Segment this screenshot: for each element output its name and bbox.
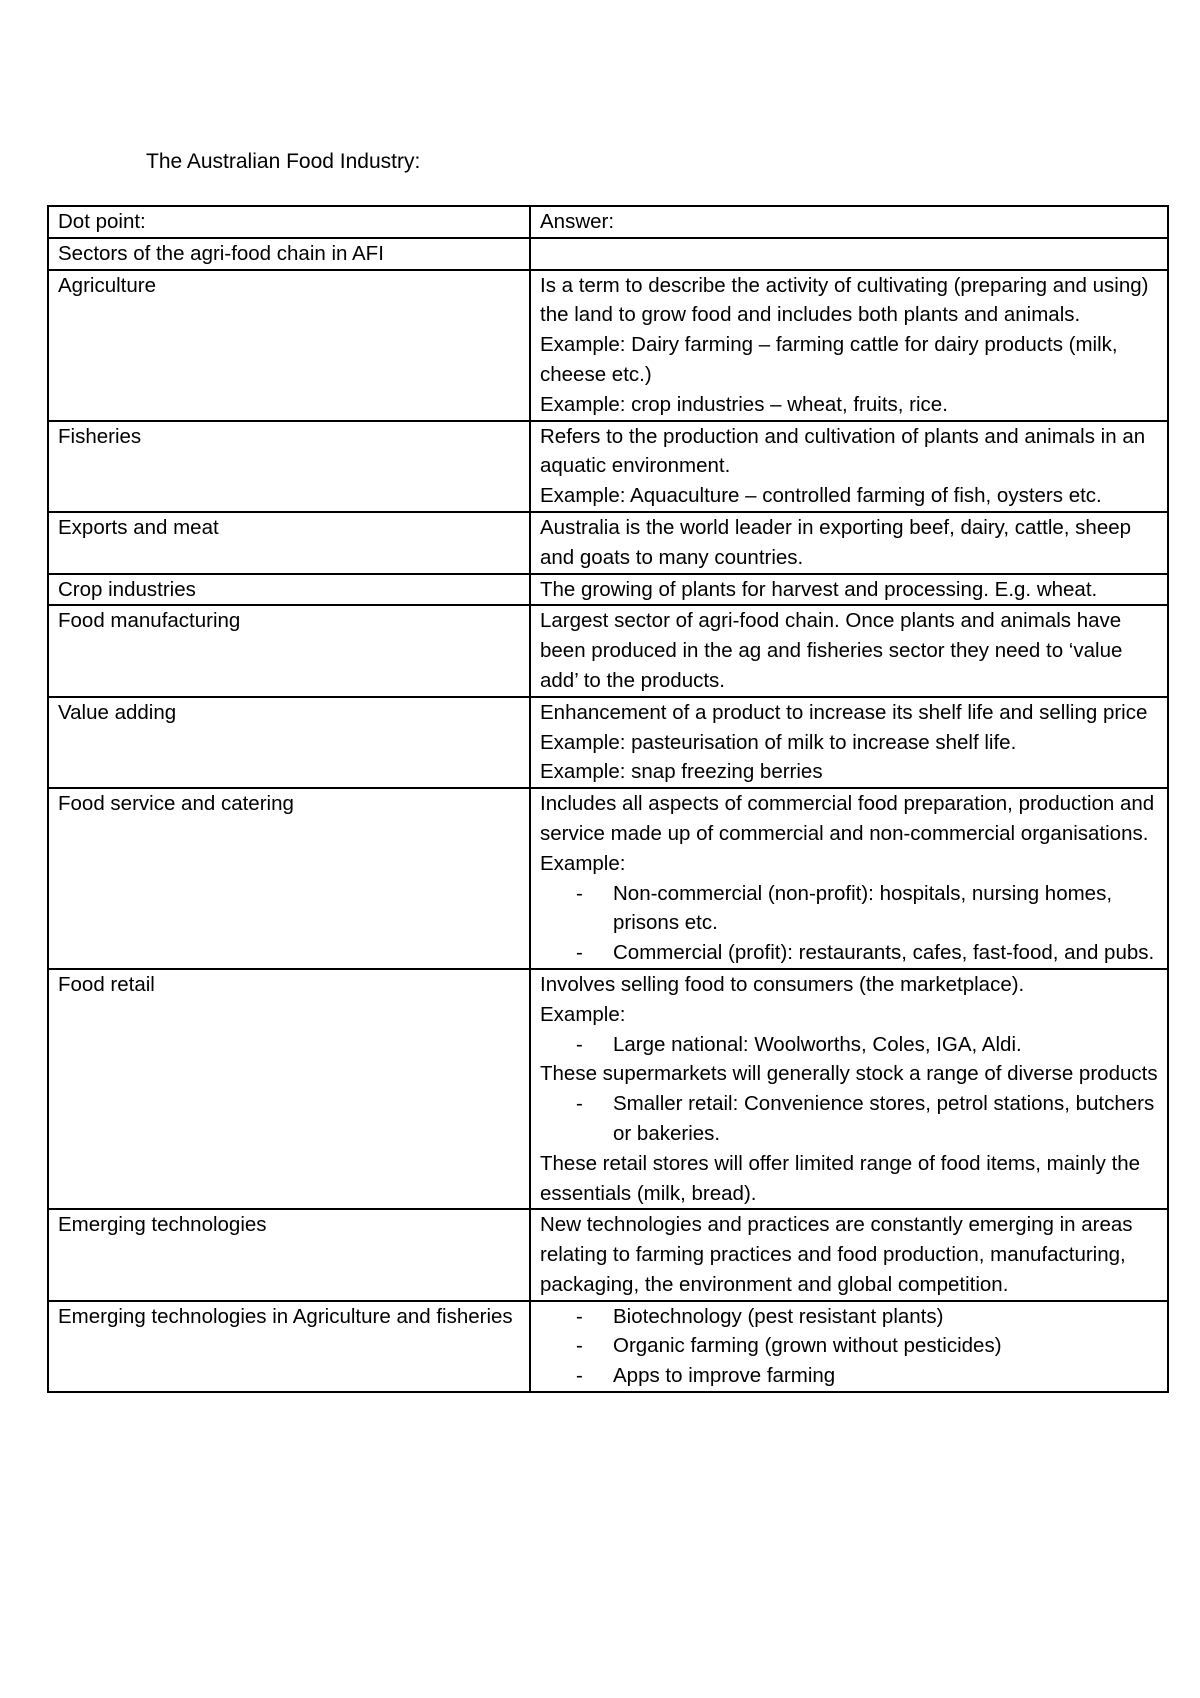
- table-row: [48, 1301, 1168, 1392]
- answer-paragraph: Refers to the production and cultivation of plants and animals in an aquatic environment.: [540, 424, 1146, 478]
- answer-cell: [530, 421, 1168, 512]
- table-row: [48, 605, 1168, 696]
- dot-point-cell: Food service and catering: [48, 788, 530, 969]
- answer-bullet-list: [540, 1089, 1158, 1149]
- bullet-item: - Commercial (profit): restaurants, cafes, fast-food, and pubs.: [540, 938, 1158, 968]
- dot-point-cell: Emerging technologies: [48, 1209, 530, 1300]
- dot-point-cell: Food retail: [48, 969, 530, 1209]
- bullet-item: - Organic farming (grown without pesticides): [540, 1331, 1158, 1361]
- table-row: [48, 512, 1168, 574]
- answer-cell: [530, 969, 1168, 1209]
- answer-paragraph: These supermarkets will generally stock a range of diverse products: [540, 1062, 1158, 1086]
- dot-point-cell: Emerging technologies in Agriculture and fisheries: [48, 1301, 530, 1392]
- dot-point-cell: Agriculture: [48, 270, 530, 421]
- answer-cell: [530, 1301, 1168, 1392]
- answer-paragraph: These retail stores will offer limited range of food items, mainly the essentials (milk, bread).: [540, 1151, 1141, 1205]
- answer-paragraph: Australia is the world leader in exporting beef, dairy, cattle, sheep and goats to many countries.: [540, 515, 1132, 569]
- answer-paragraph: New technologies and practices are constantly emerging in areas relating to farming practices and food production, manufacturing, packaging, the environment and global competition.: [540, 1213, 1133, 1296]
- answer-paragraph: Enhancement of a product to increase its shelf life and selling price: [540, 700, 1148, 724]
- answer-cell: [530, 605, 1168, 696]
- answer-paragraph: Example: pasteurisation of milk to increase shelf life.: [540, 730, 1017, 754]
- dot-point-cell: Value adding: [48, 697, 530, 788]
- answer-paragraph: Example:: [540, 851, 626, 875]
- answer-cell: [530, 512, 1168, 574]
- answer-paragraph: Example:: [540, 1002, 626, 1026]
- answer-paragraph: Example: Aquaculture – controlled farming of fish, oysters etc.: [540, 484, 1102, 508]
- answer-paragraph: Involves selling food to consumers (the marketplace).: [540, 972, 1025, 996]
- bullet-item: - Smaller retail: Convenience stores, petrol stations, butchers or bakeries.: [540, 1089, 1158, 1149]
- dot-point-cell: Exports and meat: [48, 512, 530, 574]
- dot-point-cell: Food manufacturing: [48, 605, 530, 696]
- bullet-item: - Apps to improve farming: [540, 1361, 1158, 1391]
- bullet-item: - Large national: Woolworths, Coles, IGA, Aldi.: [540, 1030, 1158, 1060]
- dot-point-cell: Crop industries: [48, 574, 530, 606]
- dot-point-cell: Fisheries: [48, 421, 530, 512]
- table-row: [48, 574, 1168, 606]
- table-row: [48, 788, 1168, 969]
- answer-paragraph: Includes all aspects of commercial food preparation, production and service made up of commercial and non-commercial organisations.: [540, 792, 1155, 845]
- header-dot-point: Dot point:: [48, 206, 530, 238]
- table-header-row: [48, 206, 1168, 238]
- bullet-item: - Non-commercial (non-profit): hospitals, nursing homes, prisons etc.: [540, 879, 1158, 939]
- header-answer: Answer:: [530, 206, 1168, 238]
- answer-cell: [530, 270, 1168, 421]
- answer-cell: [530, 697, 1168, 788]
- document-title: The Australian Food Industry:: [146, 150, 421, 173]
- answer-bullet-list: [540, 879, 1158, 968]
- table-row: [48, 969, 1168, 1209]
- notes-table: [47, 205, 1169, 1393]
- dot-point-cell: Sectors of the agri-food chain in AFI: [48, 238, 530, 270]
- table-row: [48, 238, 1168, 270]
- answer-paragraph: Example: crop industries – wheat, fruits, rice.: [540, 392, 948, 416]
- answer-bullet-list: [540, 1302, 1158, 1391]
- answer-paragraph: The growing of plants for harvest and processing. E.g. wheat.: [540, 577, 1098, 601]
- table-row: [48, 270, 1168, 421]
- answer-cell: [530, 238, 1168, 270]
- answer-cell: [530, 574, 1168, 606]
- answer-cell: [530, 788, 1168, 969]
- table-row: [48, 421, 1168, 512]
- table-row: [48, 1209, 1168, 1300]
- answer-paragraph: Is a term to describe the activity of cultivating (preparing and using) the land to grow food and includes both plants and animals.: [540, 273, 1149, 327]
- table-row: [48, 697, 1168, 788]
- answer-paragraph: Example: Dairy farming – farming cattle for dairy products (milk, cheese etc.): [540, 333, 1118, 386]
- answer-bullet-list: [540, 1030, 1158, 1060]
- answer-paragraph: Largest sector of agri-food chain. Once plants and animals have been produced in the ag and fisheries sector they need to ‘value add’ to the products.: [540, 609, 1123, 692]
- bullet-item: - Biotechnology (pest resistant plants): [540, 1302, 1158, 1332]
- answer-cell: [530, 1209, 1168, 1300]
- answer-paragraph: Example: snap freezing berries: [540, 760, 823, 784]
